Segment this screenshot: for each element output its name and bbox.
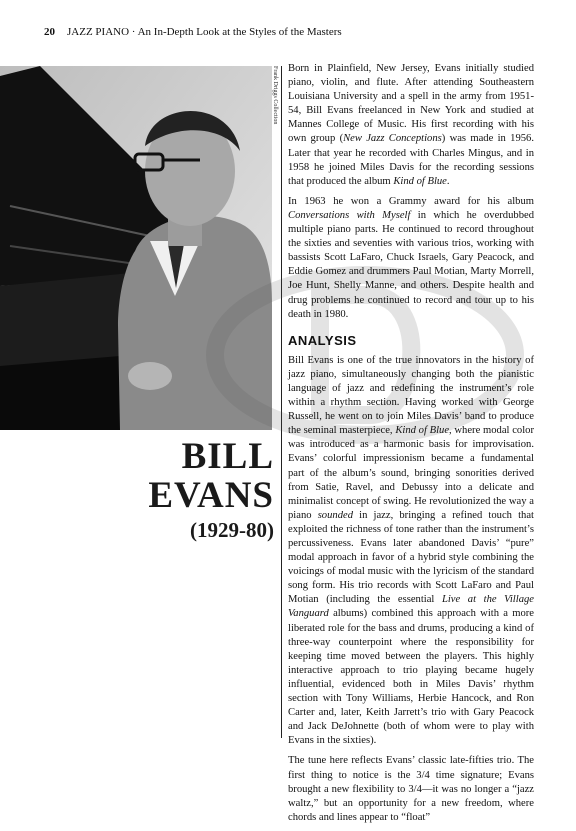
album-title: Live at the Village Vanguard	[288, 594, 534, 620]
running-header	[44, 26, 544, 39]
artist-photo	[0, 66, 272, 430]
artist-name-block	[148, 438, 274, 544]
album-title: Kind of Blue	[393, 175, 447, 187]
analysis-paragraph-1: Bill Evans is one of the true innovators in the history of jazz piano, simultaneously changing both the pianistic language of jazz and redefining the instrument’s role within a rhythm section. Having worked with George Russell, he went on to join Miles Davis’ band to produce the seminal masterpiece, Kind of Blue, where modal color was introduced as a harmonic basis for improvisation. Evans’ colorful impressionism became a fundamental part of the album’s sound, bringing sonorities derived from Satie, Ravel, and Debussy into a delicate and minimalist concept of swing. He revolutionized the way a piano sounded in jazz, bringing a refined touch that exploited the richness of tone rather than the instrument’s percussiveness. Evans later abandoned Davis’ “pure” modal approach in favor of a hybrid style combining the voicings of modal music with the lyricism of the standard song form. His trio records with Scott LaFaro and Paul Motian (including the essential Live at the Village Vanguard albums) combined this approach with a more liberated role for the bass and drums, producing a kind of three-way counterpoint where the responsibility for keeping time moved between the players. This highly interactive approach to trio playing became hugely influential, evidenced both in Miles Davis’ rhythm section with Tony Williams, Herbie Hancock, and Ron Carter and, later, Keith Jarrett’s trio with Gary Peacock and Jack DeJohnette (both of whom were to play with Evans in the sixties).	[288, 354, 534, 747]
bio-paragraph-2: In 1963 he won a Grammy award for his album Conversations with Myself in which he overdubbed multiple piano parts. He continued to record throughout the sixties and seventies with various trios, working with bassists Scott LaFaro, Chuck Israels, Gary Peacock, and Eddie Gomez and drummers Paul Motian, Marty Morrell, Joe Hunt, Shelly Manne, and others. Despite health and drug problems he continued to record and tour up to his death in 1980.	[288, 195, 534, 320]
analysis-heading: ANALYSIS	[288, 332, 357, 348]
artist-first-name: BILL	[181, 436, 274, 477]
artist-last-name: EVANS	[148, 475, 274, 516]
artist-dates: (1929-80)	[190, 518, 274, 542]
photo-credit: Frank Driggs Collection	[272, 66, 278, 125]
analysis-paragraph-2: The tune here reflects Evans’ classic late-fifties trio. The first thing to notice is the 3/4 time signature; Evans brought a new flexibility to 3/4—it was no longer a “jazz waltz,” but an opportunity for a new freedom, where chords and lines appear to “float”	[288, 755, 534, 823]
album-title: Kind of Blue	[395, 425, 450, 437]
album-title: New Jazz Conceptions	[343, 133, 442, 145]
album-title: Conversations with Myself	[288, 209, 411, 221]
main-text-column	[288, 62, 534, 831]
column-divider	[281, 66, 282, 738]
running-title: JAZZ PIANO · An In-Depth Look at the Styles of the Masters	[67, 26, 342, 38]
bio-paragraph-1: Born in Plainfield, New Jersey, Evans initially studied piano, violin, and flute. After attending Southeastern Louisiana University and a spell in the army from 1951-54, Bill Evans freelanced in New York and studied at Mannes College of Music. His first recording with his own group (New Jazz Conceptions) was made in 1956. Later that year he recorded with Charles Mingus, and in 1958 he joined Miles Davis for the recording sessions that produced the album Kind of Blue.	[288, 63, 534, 187]
page-number: 20	[44, 26, 55, 38]
emphasis: sounded	[317, 509, 353, 521]
